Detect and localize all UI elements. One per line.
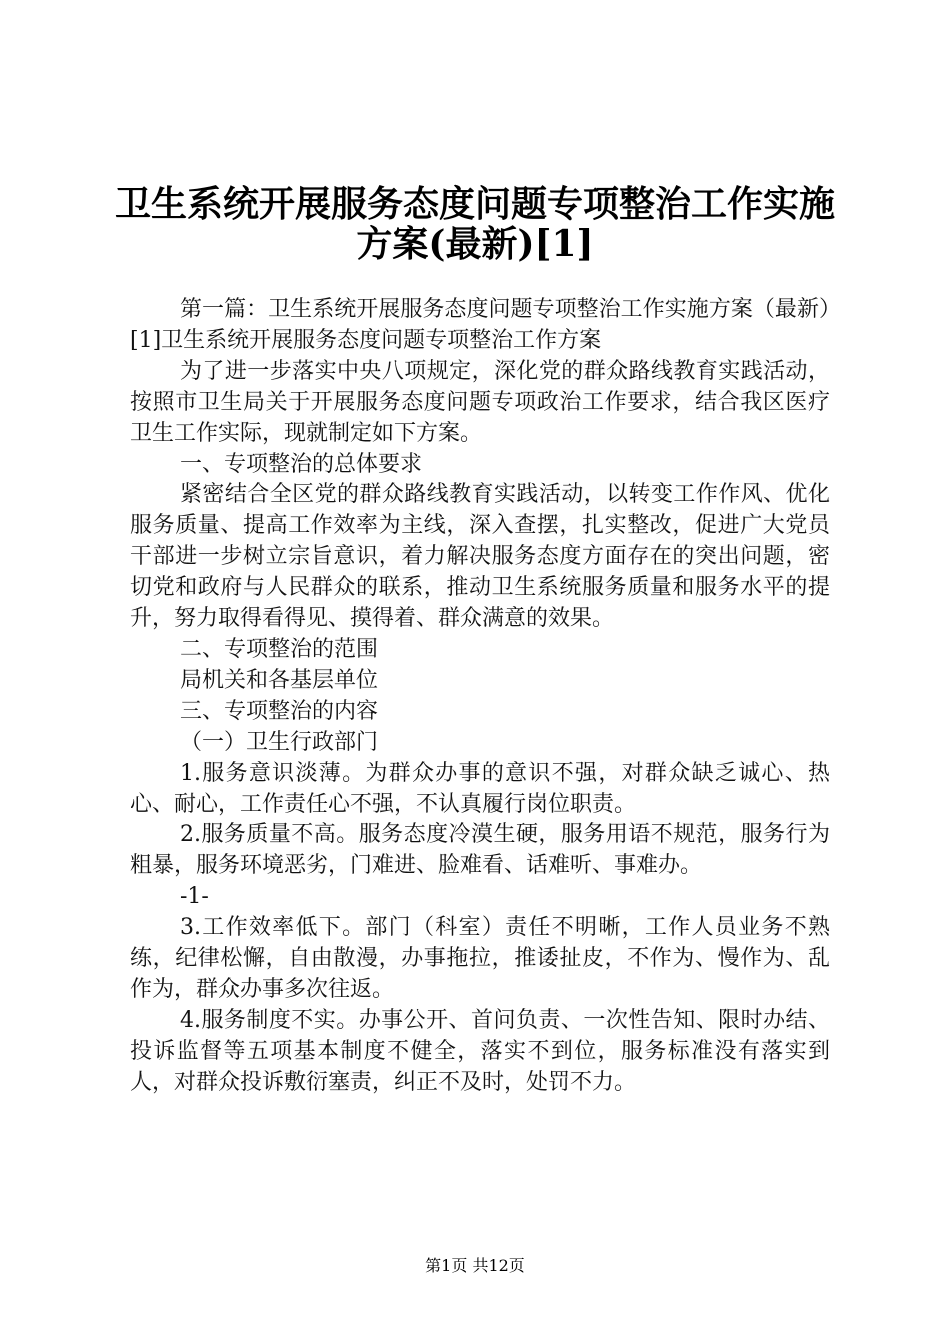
paragraph-requirements: 紧密结合全区党的群众路线教育实践活动，以转变工作作风、优化服务质量、提高工作效率为主线，深入查摆，扎实整改，促进广大党员干部进一步树立宗旨意识，着力解决服务态度方面存在的突出问题，密切党和政府与人民群众的联系，推动卫生系统服务质量和服务水平的提升，努力取得看得见、摸得着、群众满意的效果。 (130, 482, 830, 632)
document-title-line-2: 方案(最新)[1] (356, 223, 594, 265)
page-footer: 第1页 共12页 (425, 1256, 525, 1275)
paragraph-intro: 第一篇：卫生系统开展服务态度问题专项整治工作实施方案（最新）[1]卫生系统开展服务态度问题专项整治工作方案 (130, 297, 830, 353)
paragraph-scope: 局机关和各基层单位 (180, 667, 379, 693)
section-heading-3: 三、专项整治的内容 (180, 698, 379, 724)
section-heading-2: 二、专项整治的范围 (180, 636, 379, 662)
list-item-4: 4.服务制度不实。办事公开、首问负责、一次性告知、限时办结、投诉监督等五项基本制度不健全，落实不到位，服务标准没有落实到人，对群众投诉敷衍塞责，纠正不及时，处罚不力。 (130, 1007, 830, 1095)
list-item-2: 2.服务质量不高。服务态度冷漠生硬，服务用语不规范，服务行为粗暴，服务环境恶劣，门难进、脸难看、话难听、事难办。 (130, 822, 830, 879)
list-item-3: 3.工作效率低下。部门（科室）责任不明晰，工作人员业务不熟练，纪律松懈，自由散漫，办事拖拉，推诿扯皮，不作为、慢作为、乱作为，群众办事多次往返。 (130, 915, 830, 1002)
document-title-line-1: 卫生系统开展服务态度问题专项整治工作实施 (114, 183, 835, 225)
section-heading-1: 一、专项整治的总体要求 (180, 451, 423, 477)
paragraph-purpose: 为了进一步落实中央八项规定，深化党的群众路线教育实践活动，按照市卫生局关于开展服务态度问题专项政治工作要求，结合我区医疗卫生工作实际，现就制定如下方案。 (130, 358, 830, 446)
subsection-heading: （一）卫生行政部门 (180, 729, 379, 755)
document-body (130, 295, 830, 1099)
list-item-1: 1.服务意识淡薄。为群众办事的意识不强，对群众缺乏诚心、热心、耐心，工作责任心不强，不认真履行岗位职责。 (130, 760, 830, 817)
inline-page-marker: -1- (180, 884, 209, 910)
